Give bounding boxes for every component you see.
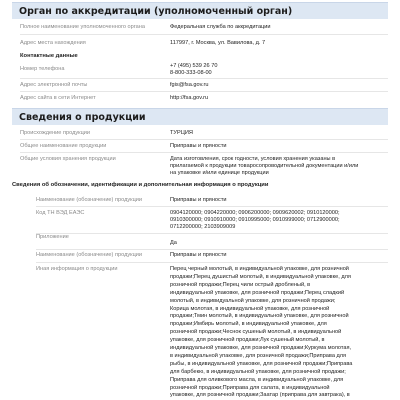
identification-subtitle: Сведения об обозначении, идентификации и дополнительная информация о продукции [12,182,269,188]
tnved-line: 0904120000; 0904220000; 0906200000; 0909620002; 0910120000; [170,210,340,216]
other-info-line: продажи;Перец душистый молотый, в индивидуальной упаковке, для [170,273,351,280]
product-name-label: Общее наименование продукции [20,143,107,149]
product-name-value: Приправы и пряности [170,143,227,149]
other-info-line: розничной продажи;Чеснок сушеный молотый, в индивидуальной [170,329,342,336]
designation-label: Наименование (обозначение) продукции [36,197,143,203]
appendix-value: Да [170,240,177,246]
other-info-line: упаковке, для розничной продажи;Заатар (приправа для завтрака), в [170,392,350,399]
divider [36,233,388,234]
full-name-label: Полное наименование уполномоченного органа [20,24,145,30]
other-info-line: рыбы, в индивидуальной упаковке, для розничной продажи;Приправа [170,360,353,367]
divider [20,152,388,153]
section-header-accreditation: Орган по аккредитации (уполномоченный орган) [12,2,388,19]
other-info-line: индивидуальной упаковке, для розничной продажи;Куркума молотая, [170,345,352,351]
other-info-line: для барбекю, в индивидуальной упаковке, для розничной продажи; [170,368,346,375]
storage-conditions-line: прилагаемой к продукции товаросопроводительной документации и/или [170,163,359,169]
full-name-value: Федеральная служба по аккредитации [170,24,271,30]
other-info-line: Приправа для оливкового масла, в индивидуальной упаковке, для [170,376,344,383]
divider [36,249,388,250]
divider [20,139,388,140]
tnved-line: 0712200000; 2103909009 [170,224,236,230]
section-header-product: Сведения о продукции [12,108,388,125]
divider [20,91,388,92]
other-info-line: индивидуальной упаковке, для розничной продажи;Перец сладкий [170,289,345,296]
phone-value-2: 8-800-333-08-00 [170,70,212,76]
contacts-subtitle: Контактные данные [20,53,78,59]
origin-label: Происхождение продукции [20,130,91,136]
other-info-line: Корица молотая, в индивидуальной упаковке, для розничной [170,305,330,312]
origin-value: ТУРЦИЯ [170,130,193,136]
other-info-line: молотый, в индивидуальной упаковке, для розничной продажи; [170,297,336,304]
storage-conditions-line: на упаковке и/или единице продукции [170,170,269,176]
other-info-line: упаковке, для розничной продажи;Лук сушеный молотый, в [170,337,325,344]
site-label: Адрес сайта в сети Интернет [20,95,96,101]
email-label: Адрес электронной почты [20,82,88,88]
email-value[interactable]: fgis@fsa.gov.ru [170,82,209,88]
storage-conditions-label: Общие условия хранения продукции [20,156,116,162]
other-info-label: Иная информация о продукции [36,266,118,272]
designation2-value: Приправы и пряности [170,252,227,258]
other-info-line: розничной продажи;Приправа для салата, в индивидуальной [170,384,330,391]
divider [36,262,388,263]
divider [36,206,388,207]
appendix-label: Приложение [36,234,69,240]
designation2-label: Наименование (обозначение) продукции [36,252,143,258]
storage-conditions-line: Дата изготовления, срок годности, условия хранения указаны в [170,156,336,162]
phone-label: Номер телефона [20,66,65,72]
other-info-line: продажи;Имбирь молотый, в индивидуальной упаковке, для [170,321,327,328]
other-info-line: продажи;Тмин молотый, в индивидуальной упаковке, для розничной [170,313,349,320]
phone-value-1: +7 (495) 539 26 70 [170,63,218,69]
divider [20,78,388,79]
other-info-line: в индивидуальной упаковке, для розничной продажи;Приправа для [170,352,347,359]
tnved-line: 0910300000; 0910910000; 0910995000; 0910999000; 0712900000; [170,217,340,223]
tnved-label: Код ТН ВЭД ЕАЭС [36,210,85,216]
site-value[interactable]: http://fsa.gov.ru [170,95,209,101]
designation-value: Приправы и пряности [170,197,227,203]
other-info-line: Перец черный молотый, в индивидуальной упаковке, для розничной [170,266,349,272]
address-label: Адрес места нахождения [20,40,86,46]
other-info-line: розничной продажи;Перец чили острый дробленый, в [170,281,311,288]
divider [20,34,388,35]
address-value: 117997, г. Москва, ул. Вавилова, д. 7 [170,40,266,46]
